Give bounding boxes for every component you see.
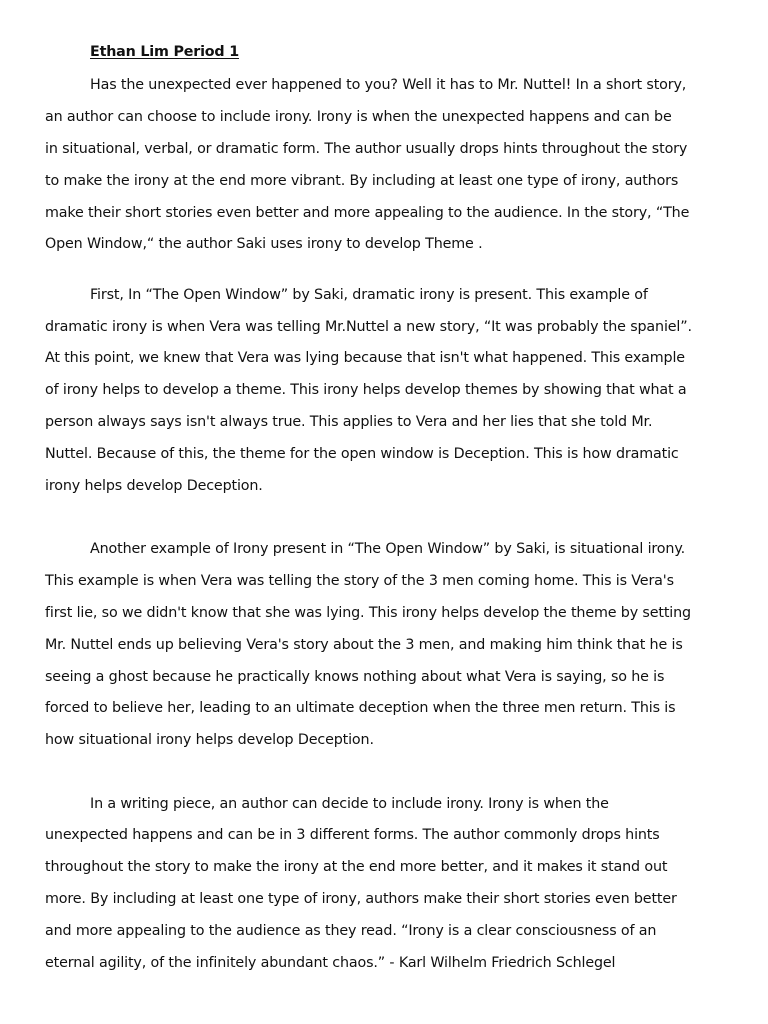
document-title: Ethan Lim Period 1 xyxy=(90,44,239,60)
paragraph-3-line-2: This example is when Vera was telling the story of the 3 men coming home. This is Vera's xyxy=(45,573,674,589)
paragraph-1-line-3: in situational, verbal, or dramatic form. The author usually drops hints throughout the story xyxy=(45,141,688,157)
paragraph-3-line-7: how situational irony helps develop Deception. xyxy=(45,732,374,748)
paragraph-2-line-6: Nuttel. Because of this, the theme for the open window is Deception. This is how dramatic xyxy=(45,446,679,462)
paragraph-4-line-3: throughout the story to make the irony at the end more better, and it makes it stand out xyxy=(45,859,668,875)
paragraph-2-line-4: of irony helps to develop a theme. This irony helps develop themes by showing that what a xyxy=(45,382,687,398)
paragraph-4-line-2: unexpected happens and can be in 3 different forms. The author commonly drops hints xyxy=(45,827,660,843)
paragraph-2-line-7: irony helps develop Deception. xyxy=(45,478,263,494)
paragraph-3-line-3: first lie, so we didn't know that she was lying. This irony helps develop the theme by setting xyxy=(45,605,691,621)
paragraph-1-line-6: Open Window,“ the author Saki uses irony to develop Theme . xyxy=(45,236,483,252)
paragraph-4-line-5: and more appealing to the audience as they read. “Irony is a clear consciousness of an xyxy=(45,923,657,939)
paragraph-3-line-4: Mr. Nuttel ends up believing Vera's story about the 3 men, and making him think that he is xyxy=(45,637,683,653)
paragraph-2-line-3: At this point, we knew that Vera was lying because that isn't what happened. This example xyxy=(45,350,685,366)
paragraph-1-line-5: make their short stories even better and more appealing to the audience. In the story, “The xyxy=(45,205,690,221)
paragraph-2-line-2: dramatic irony is when Vera was telling Mr.Nuttel a new story, “It was probably the spaniel”. xyxy=(45,319,692,335)
paragraph-3-line-6: forced to believe her, leading to an ultimate deception when the three men return. This is xyxy=(45,700,676,716)
paragraph-3-line-5: seeing a ghost because he practically knows nothing about what Vera is saying, so he is xyxy=(45,669,665,685)
paragraph-4-line-1: In a writing piece, an author can decide to include irony. Irony is when the xyxy=(90,796,609,812)
paragraph-1-line-2: an author can choose to include irony. Irony is when the unexpected happens and can be xyxy=(45,109,672,125)
paragraph-1-line-4: to make the irony at the end more vibrant. By including at least one type of irony, authors xyxy=(45,173,679,189)
paragraph-2-line-5: person always says isn't always true. This applies to Vera and her lies that she told Mr. xyxy=(45,414,653,430)
paragraph-4-line-4: more. By including at least one type of irony, authors make their short stories even better xyxy=(45,891,677,907)
paragraph-1-line-1: Has the unexpected ever happened to you? Well it has to Mr. Nuttel! In a short story, xyxy=(90,77,687,93)
paragraph-4-line-6: eternal agility, of the infinitely abundant chaos.” - Karl Wilhelm Friedrich Schlegel xyxy=(45,955,616,971)
paragraph-2-line-1: First, In “The Open Window” by Saki, dramatic irony is present. This example of xyxy=(90,287,648,303)
paragraph-3-line-1: Another example of Irony present in “The Open Window” by Saki, is situational irony. xyxy=(90,541,685,557)
